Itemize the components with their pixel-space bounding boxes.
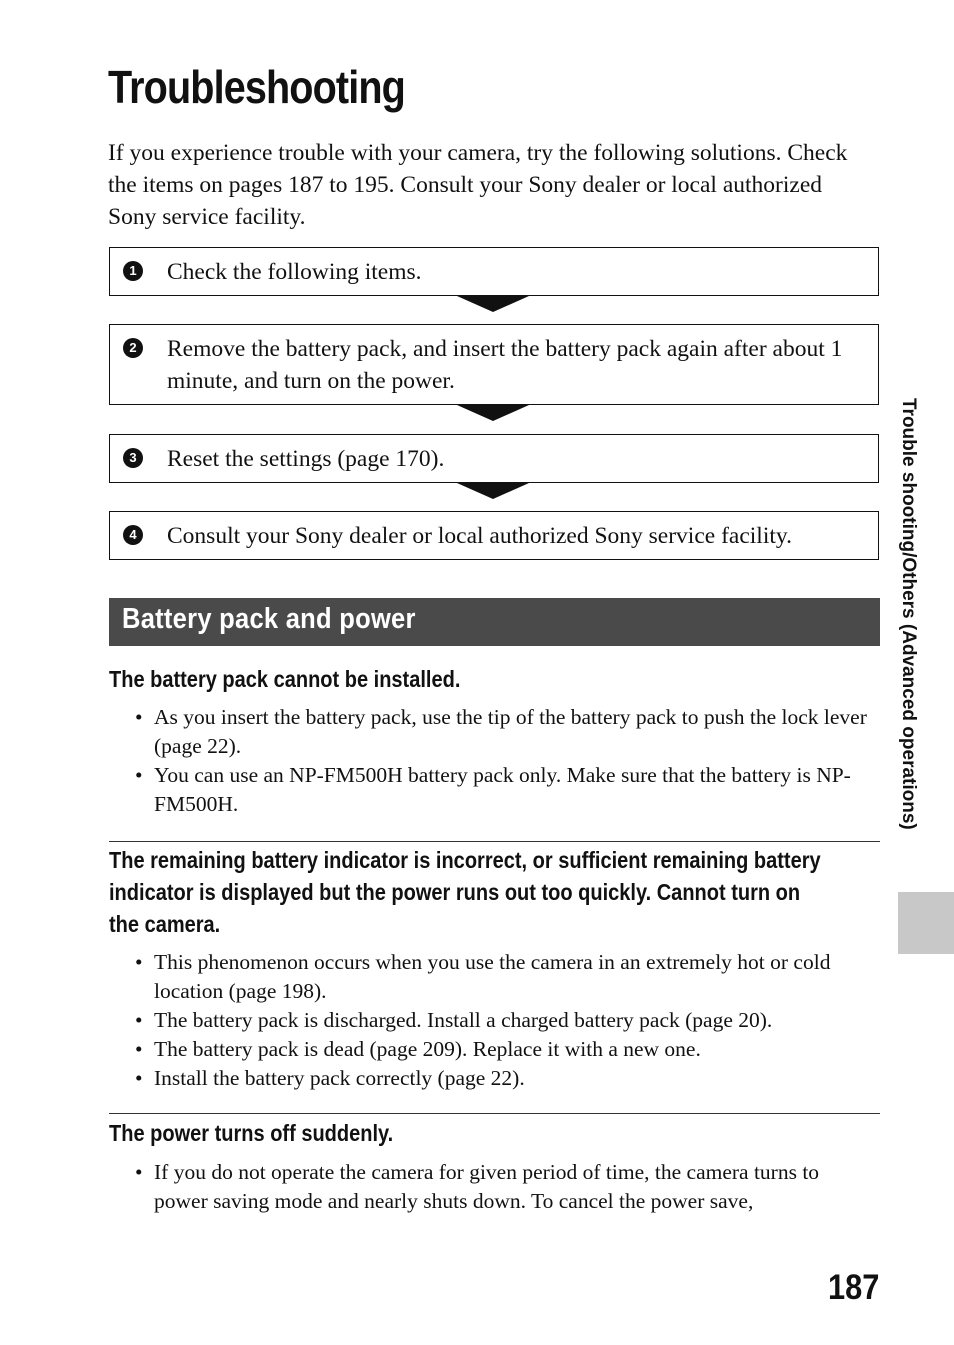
problem-heading-2: The remaining battery indicator is incorrect, or sufficient remaining battery indicator is displayed but the power runs out too quickly. Cannot turn on the camera. (109, 847, 821, 937)
bullet-list-1 (135, 703, 875, 819)
page-title: Troubleshooting (108, 61, 405, 113)
list-item: • If you do not operate the camera for given period of time, the camera turns to power saving mode and nearly shuts down. To cancel the power save, (135, 1158, 875, 1216)
bullet-list-2 (135, 948, 875, 1093)
step-text-2: Remove the battery pack, and insert the battery pack again after about 1 minute, and turn on the power. (167, 336, 843, 394)
divider (109, 841, 880, 842)
down-arrow-icon (457, 483, 529, 499)
problem-heading-1: The battery pack cannot be installed. (109, 666, 461, 692)
intro-paragraph: If you experience trouble with your camera, try the following solutions. Check the items on pages 187 to 195. Consult your Sony dealer or local authorized Sony service facility. (108, 140, 848, 230)
step-box-2 (109, 324, 879, 405)
side-section-label: Trouble shooting/Others (Advanced operations) (898, 398, 919, 830)
list-item: • This phenomenon occurs when you use the camera in an extremely hot or cold location (page 198). (135, 948, 875, 1006)
list-item: • The battery pack is dead (page 209). Replace it with a new one. (135, 1035, 875, 1064)
down-arrow-icon (457, 296, 529, 312)
list-item: • The battery pack is discharged. Install a charged battery pack (page 20). (135, 1006, 875, 1035)
step-box-4 (109, 511, 879, 560)
section-header (109, 598, 880, 646)
list-item: • Install the battery pack correctly (page 22). (135, 1064, 875, 1093)
step-text-1: Check the following items. (167, 259, 422, 285)
step-number-2: 2 (123, 338, 143, 358)
step-text-4: Consult your Sony dealer or local authorized Sony service facility. (167, 523, 792, 549)
page-number: 187 (827, 1268, 879, 1307)
side-tab-marker (898, 892, 954, 954)
problem-heading-3: The power turns off suddenly. (109, 1120, 394, 1146)
list-item: • As you insert the battery pack, use the tip of the battery pack to push the lock lever (page 22). (135, 703, 875, 761)
down-arrow-icon (457, 405, 529, 421)
step-number-1: 1 (123, 261, 143, 281)
bullet-list-3 (135, 1158, 875, 1216)
step-number-4: 4 (123, 525, 143, 545)
step-number-3: 3 (123, 448, 143, 468)
step-box-1 (109, 247, 879, 296)
list-item: • You can use an NP-FM500H battery pack only. Make sure that the battery is NP-FM500H. (135, 761, 875, 819)
step-box-3 (109, 434, 879, 483)
divider (109, 1113, 880, 1114)
step-text-3: Reset the settings (page 170). (167, 446, 445, 472)
section-title: Battery pack and power (122, 603, 416, 635)
